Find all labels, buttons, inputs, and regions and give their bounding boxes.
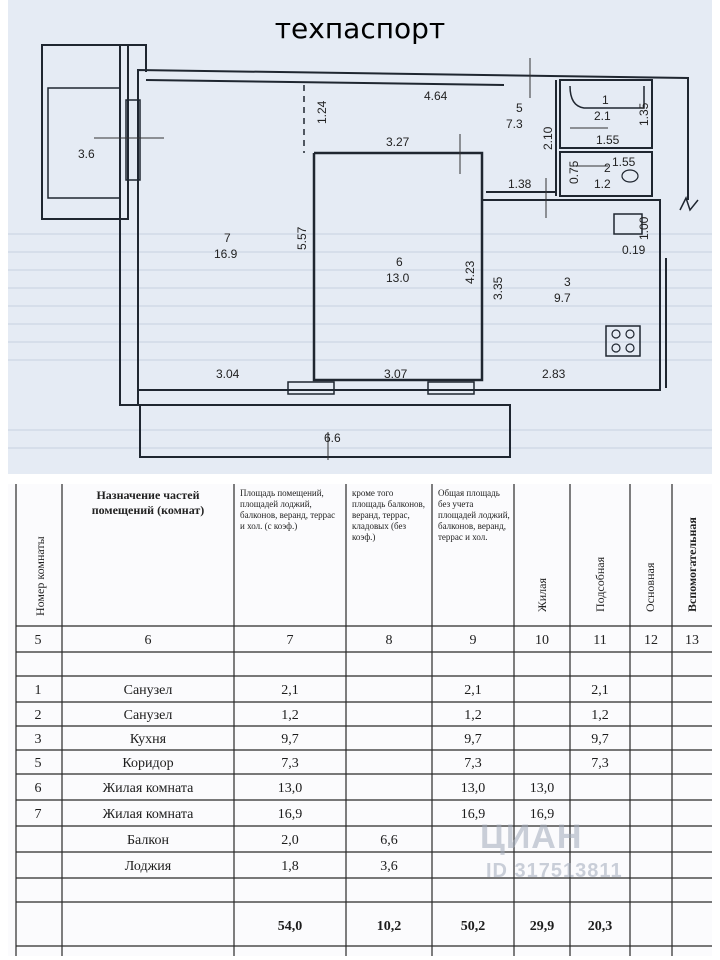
svg-text:Санузел: Санузел: [123, 708, 173, 723]
plan-title: техпаспорт: [274, 12, 446, 45]
table-row: [35, 732, 609, 747]
svg-text:Лоджия: Лоджия: [124, 859, 172, 874]
svg-text:16,9: 16,9: [277, 807, 303, 822]
svg-text:Жилая комната: Жилая комната: [102, 781, 194, 796]
dim-210: 2.10: [541, 126, 555, 150]
total-col10: 29,9: [529, 919, 555, 934]
watermark-logo: ЦИАН: [480, 818, 583, 856]
colnum-10: 10: [535, 633, 549, 648]
colnum-12: 12: [644, 633, 658, 648]
room-7-number: 7: [224, 231, 231, 245]
floor-plan-panel: [8, 0, 712, 474]
room-2-number: 2: [604, 161, 611, 175]
svg-text:2,1: 2,1: [591, 683, 609, 698]
colnum-8: 8: [385, 633, 393, 648]
header-col8: кроме того площадь балконов, веранд, террас, кладовых (без коэф.): [352, 488, 426, 542]
table-row: [35, 683, 609, 698]
loggia-area: 3.6: [78, 147, 95, 161]
header-col12: Основная: [643, 562, 657, 612]
dim-135: 1.35: [637, 102, 651, 126]
svg-text:1,8: 1,8: [281, 859, 299, 874]
totals-row: [278, 919, 613, 934]
svg-text:2: 2: [34, 708, 42, 723]
header-purpose: Назначение частей помещений (комнат): [91, 488, 205, 517]
area-table: [8, 484, 712, 956]
svg-text:13,0: 13,0: [460, 781, 486, 796]
svg-text:7,3: 7,3: [591, 756, 609, 771]
dim-327: 3.27: [386, 135, 410, 149]
room-2-area: 1.2: [594, 177, 611, 191]
colnum-13: 13: [685, 633, 699, 648]
svg-text:13,0: 13,0: [529, 781, 555, 796]
colnum-7: 7: [286, 633, 294, 648]
svg-text:1,2: 1,2: [464, 708, 482, 723]
area-table-panel: [8, 484, 712, 956]
dim-075: 0.75: [567, 160, 581, 184]
svg-text:3: 3: [34, 732, 42, 747]
svg-text:16,9: 16,9: [529, 807, 555, 822]
svg-text:Коридор: Коридор: [122, 756, 174, 771]
svg-text:5: 5: [34, 756, 42, 771]
total-col9: 50,2: [460, 919, 486, 934]
table-row: [35, 708, 609, 723]
watermark-id: ID 317513811: [486, 860, 623, 882]
svg-text:13,0: 13,0: [277, 781, 303, 796]
total-col11: 20,3: [587, 919, 613, 934]
svg-text:Балкон: Балкон: [127, 833, 169, 848]
svg-text:6: 6: [34, 781, 42, 796]
dim-307: 3.07: [384, 367, 408, 381]
dim-124: 1.24: [315, 100, 329, 124]
svg-text:6,6: 6,6: [380, 833, 398, 848]
dim-155b: 1.55: [612, 155, 636, 169]
dim-138: 1.38: [508, 177, 532, 191]
colnum-11: 11: [593, 633, 607, 648]
dim-464: 4.64: [424, 89, 448, 103]
room-3-area: 9.7: [554, 291, 571, 305]
svg-text:16,9: 16,9: [460, 807, 486, 822]
header-room-number: Номер комнаты: [33, 536, 47, 616]
floor-plan-drawing: [8, 0, 712, 474]
header-col11: Подсобная: [593, 556, 607, 612]
svg-text:Кухня: Кухня: [129, 732, 167, 747]
svg-text:7,3: 7,3: [464, 756, 482, 771]
room-5-area: 7.3: [506, 117, 523, 131]
room-6-area: 13.0: [386, 271, 410, 285]
table-row: [127, 833, 398, 848]
svg-text:2,0: 2,0: [281, 833, 299, 848]
svg-text:3,6: 3,6: [380, 859, 398, 874]
svg-text:9,7: 9,7: [464, 732, 482, 747]
dim-557: 5.57: [295, 226, 309, 250]
svg-text:9,7: 9,7: [591, 732, 609, 747]
svg-text:1,2: 1,2: [281, 708, 299, 723]
svg-text:Санузел: Санузел: [123, 683, 173, 698]
dim-423: 4.23: [463, 260, 477, 284]
svg-text:9,7: 9,7: [281, 732, 299, 747]
dim-155a: 1.55: [596, 133, 620, 147]
total-col8: 10,2: [376, 919, 402, 934]
room-1-number: 1: [602, 93, 609, 107]
dim-283: 2.83: [542, 367, 566, 381]
room-3-number: 3: [564, 275, 571, 289]
svg-text:7: 7: [34, 807, 42, 822]
total-col7: 54,0: [277, 919, 303, 934]
dim-019: 0.19: [622, 243, 646, 257]
dim-100: 1.00: [637, 216, 651, 240]
room-1-area: 2.1: [594, 109, 611, 123]
svg-text:1: 1: [34, 683, 42, 698]
colnum-9: 9: [469, 633, 477, 648]
room-5-number: 5: [516, 101, 523, 115]
colnum-6: 6: [144, 633, 152, 648]
table-row: [125, 859, 398, 874]
svg-text:2,1: 2,1: [464, 683, 482, 698]
header-col9: Общая площадь без учета площадей лоджий, балконов, веранд, террас и хол.: [438, 488, 510, 542]
room-7-area: 16.9: [214, 247, 238, 261]
colnum-5: 5: [34, 633, 42, 648]
dim-304: 3.04: [216, 367, 240, 381]
balcony-area: 6.6: [324, 431, 341, 445]
table-row: [35, 807, 555, 822]
table-row: [35, 781, 555, 796]
room-6-number: 6: [396, 255, 403, 269]
dim-335: 3.35: [491, 276, 505, 300]
header-col13: Вспомогательная: [685, 517, 699, 612]
svg-text:2,1: 2,1: [281, 683, 299, 698]
svg-text:7,3: 7,3: [281, 756, 299, 771]
svg-text:Жилая комната: Жилая комната: [102, 807, 194, 822]
header-col10: Жилая: [535, 577, 549, 612]
svg-text:1,2: 1,2: [591, 708, 609, 723]
table-row: [35, 756, 609, 771]
header-col7: Площадь помещений, площадей лоджий, балконов, веранд, террас и хол. (с коэф.): [240, 488, 336, 531]
